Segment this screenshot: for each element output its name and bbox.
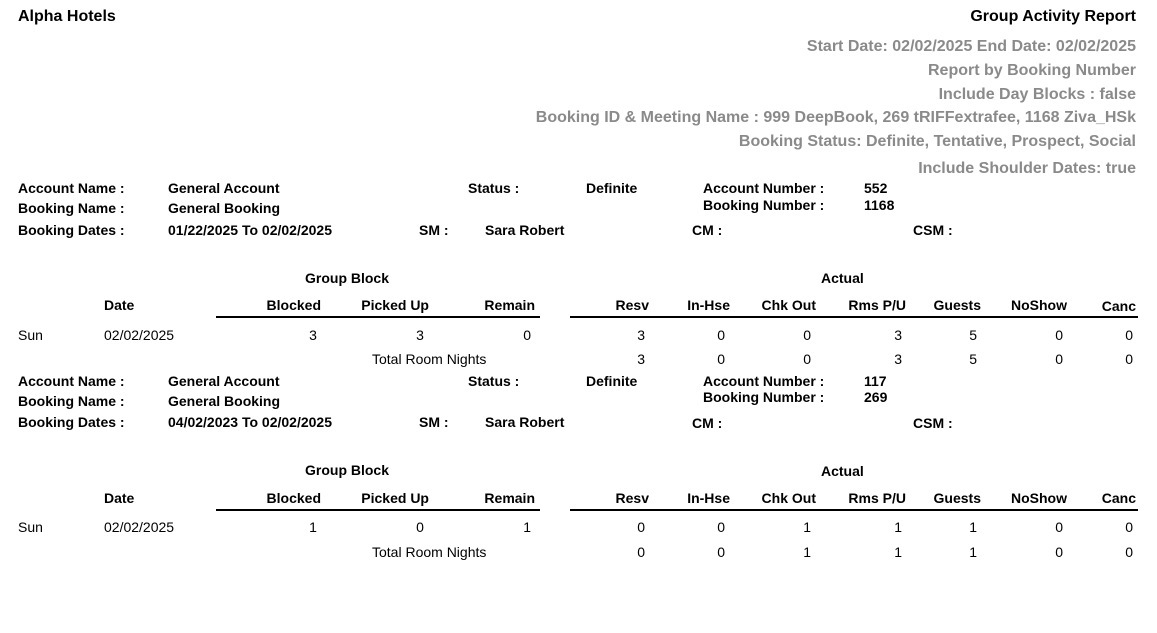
account-name-label: Account Name : xyxy=(18,373,125,389)
total-rms-pu: 1 xyxy=(894,544,902,560)
booking-name-label: Booking Name : xyxy=(18,393,125,409)
account-name-value: General Account xyxy=(168,180,280,196)
row-noshow: 0 xyxy=(1055,519,1063,535)
col-remain: Remain xyxy=(484,297,535,313)
col-noshow: NoShow xyxy=(1011,297,1067,313)
row-blocked: 1 xyxy=(309,519,317,535)
row-resv: 0 xyxy=(637,519,645,535)
status-value: Definite xyxy=(586,373,638,389)
param-booking-ids: Booking ID & Meeting Name : 999 DeepBook, 269 tRIFFextrafee, 1168 Ziva_HSk xyxy=(535,109,1136,126)
sm-value: Sara Robert xyxy=(485,222,565,238)
total-canc: 0 xyxy=(1125,544,1133,560)
booking-dates-value: 04/02/2023 To 02/02/2025 xyxy=(168,414,332,430)
col-date: Date xyxy=(104,297,135,313)
row-picked-up: 3 xyxy=(416,327,424,343)
param-date-range: Start Date: 02/02/2025 End Date: 02/02/2025 xyxy=(806,38,1136,55)
row-resv: 3 xyxy=(637,327,645,343)
actual-header: Actual xyxy=(821,270,864,286)
actual-rule xyxy=(570,509,1138,511)
row-date: 02/02/2025 xyxy=(104,519,175,535)
total-chk-out: 0 xyxy=(803,351,811,367)
col-rms-pu: Rms P/U xyxy=(848,297,906,313)
total-in-hse: 0 xyxy=(717,351,725,367)
total-rms-pu: 3 xyxy=(894,351,902,367)
sm-label: SM : xyxy=(419,414,449,430)
col-blocked: Blocked xyxy=(266,297,321,313)
account-number-label: Account Number : xyxy=(703,373,825,389)
col-date: Date xyxy=(104,490,135,506)
total-guests: 1 xyxy=(969,544,977,560)
col-guests: Guests xyxy=(933,297,981,313)
row-day: Sun xyxy=(18,519,43,535)
total-room-nights-label: Total Room Nights xyxy=(372,351,487,367)
total-noshow: 0 xyxy=(1055,544,1063,560)
report-title: Group Activity Report xyxy=(970,8,1136,25)
col-canc: Canc xyxy=(1101,298,1136,314)
account-name-label: Account Name : xyxy=(18,180,125,196)
row-guests: 5 xyxy=(969,327,977,343)
account-number-value: 117 xyxy=(864,373,887,389)
total-room-nights-label: Total Room Nights xyxy=(372,544,487,560)
row-picked-up: 0 xyxy=(416,519,424,535)
row-remain: 0 xyxy=(523,327,531,343)
booking-number-value: 269 xyxy=(864,389,888,405)
csm-label: CSM : xyxy=(913,415,953,431)
row-date: 02/02/2025 xyxy=(104,327,175,343)
sm-value: Sara Robert xyxy=(485,414,565,430)
param-day-blocks: Include Day Blocks : false xyxy=(938,86,1136,103)
row-in-hse: 0 xyxy=(717,327,725,343)
hotel-name: Alpha Hotels xyxy=(18,8,116,25)
booking-name-label: Booking Name : xyxy=(18,200,125,216)
row-noshow: 0 xyxy=(1055,327,1063,343)
row-in-hse: 0 xyxy=(717,519,725,535)
account-number-value: 552 xyxy=(864,180,888,196)
col-in-hse: In-Hse xyxy=(687,490,730,506)
status-label: Status : xyxy=(468,180,520,196)
col-picked-up: Picked Up xyxy=(361,297,429,313)
group-block-rule xyxy=(216,509,540,511)
row-remain: 1 xyxy=(523,519,531,535)
cm-label: CM : xyxy=(692,222,723,238)
col-guests: Guests xyxy=(933,490,981,506)
group-block-header: Group Block xyxy=(305,270,390,286)
row-blocked: 3 xyxy=(309,327,317,343)
col-chk-out: Chk Out xyxy=(761,297,816,313)
col-rms-pu: Rms P/U xyxy=(848,490,906,506)
total-canc: 0 xyxy=(1125,351,1133,367)
row-canc: 0 xyxy=(1125,327,1133,343)
booking-dates-value: 01/22/2025 To 02/02/2025 xyxy=(168,222,332,238)
actual-rule xyxy=(570,316,1138,318)
total-guests: 5 xyxy=(969,351,977,367)
booking-number-value: 1168 xyxy=(864,197,895,213)
total-resv: 0 xyxy=(637,544,645,560)
row-rms-pu: 1 xyxy=(894,519,902,535)
status-value: Definite xyxy=(586,180,638,196)
booking-number-label: Booking Number : xyxy=(703,197,825,213)
row-rms-pu: 3 xyxy=(894,327,902,343)
group-block-header: Group Block xyxy=(305,462,390,478)
row-guests: 1 xyxy=(969,519,977,535)
booking-number-label: Booking Number : xyxy=(703,389,825,405)
cm-label: CM : xyxy=(692,415,723,431)
group-block-rule xyxy=(216,316,540,318)
param-booking-status: Booking Status: Definite, Tentative, Prospect, Social xyxy=(738,133,1136,150)
booking-name-value: General Booking xyxy=(168,200,281,216)
booking-name-value: General Booking xyxy=(168,393,281,409)
account-name-value: General Account xyxy=(168,373,280,389)
status-label: Status : xyxy=(468,373,520,389)
col-canc: Canc xyxy=(1101,490,1136,506)
total-resv: 3 xyxy=(637,351,645,367)
booking-dates-label: Booking Dates : xyxy=(18,222,125,238)
sm-label: SM : xyxy=(419,222,449,238)
csm-label: CSM : xyxy=(913,222,953,238)
actual-header: Actual xyxy=(821,463,864,479)
booking-dates-label: Booking Dates : xyxy=(18,414,125,430)
param-report-by: Report by Booking Number xyxy=(927,62,1136,79)
col-resv: Resv xyxy=(615,297,649,313)
total-chk-out: 1 xyxy=(803,544,811,560)
col-picked-up: Picked Up xyxy=(361,490,429,506)
col-in-hse: In-Hse xyxy=(687,297,730,313)
col-resv: Resv xyxy=(615,490,649,506)
param-shoulder-dates: Include Shoulder Dates: true xyxy=(918,160,1136,177)
total-in-hse: 0 xyxy=(717,544,725,560)
col-chk-out: Chk Out xyxy=(761,490,816,506)
row-chk-out: 1 xyxy=(803,519,811,535)
col-remain: Remain xyxy=(484,490,535,506)
col-blocked: Blocked xyxy=(266,490,321,506)
col-noshow: NoShow xyxy=(1011,490,1067,506)
row-canc: 0 xyxy=(1125,519,1133,535)
row-day: Sun xyxy=(18,327,43,343)
account-number-label: Account Number : xyxy=(703,180,825,196)
row-chk-out: 0 xyxy=(803,327,811,343)
total-noshow: 0 xyxy=(1055,351,1063,367)
